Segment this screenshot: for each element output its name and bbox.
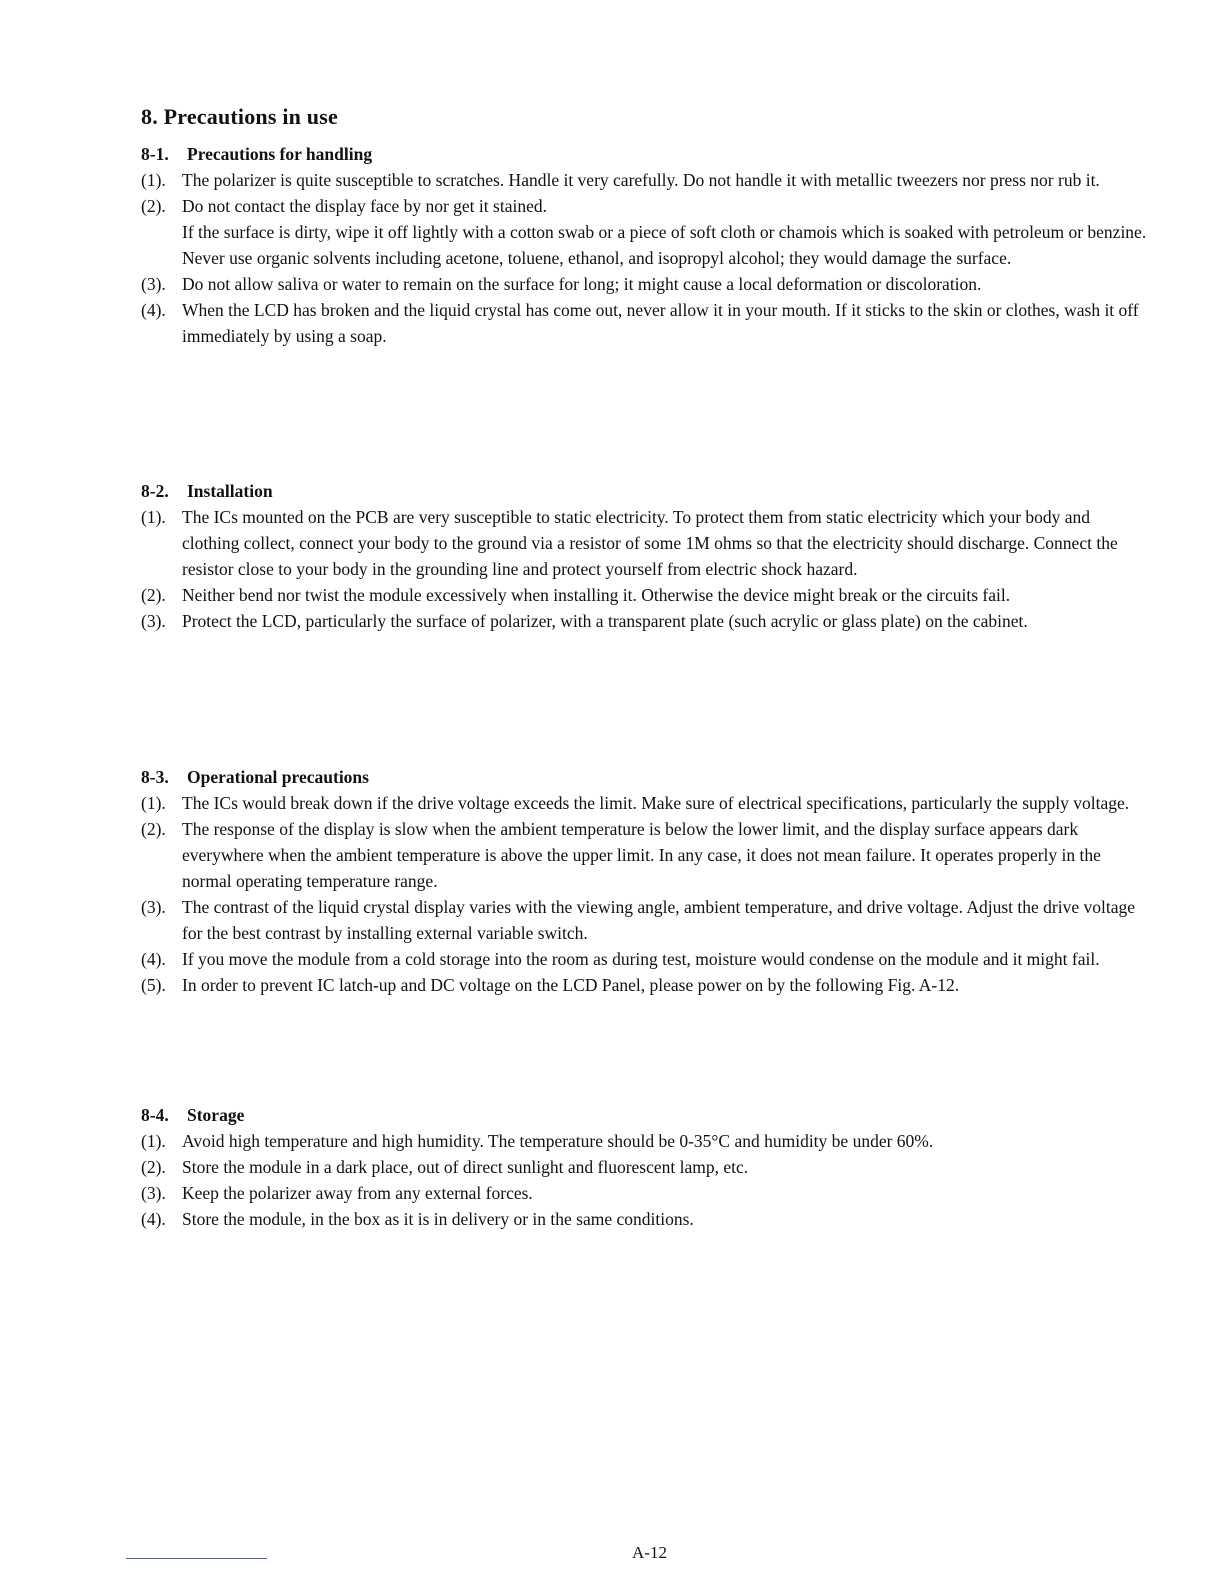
section-title: Installation xyxy=(187,481,273,501)
list-item xyxy=(141,167,1151,193)
list-marker: (3). xyxy=(141,611,166,631)
section-number: 8-4. xyxy=(141,1105,169,1125)
list-item-text: Avoid high temperature and high humidity. The temperature should be 0-35°C and humidity be under 60%. xyxy=(182,1131,934,1151)
list-item-text: Store the module in a dark place, out of direct sunlight and fluorescent lamp, etc. xyxy=(182,1157,749,1177)
list-item-text: The response of the display is slow when the ambient temperature is below the lower limit, and the display surface appears dark everywhere when the ambient temperature is above the upper limit. In any case, it does not mean failure. It operates properly in the normal operating temperature range. xyxy=(182,819,1101,891)
list-item-text: The contrast of the liquid crystal display varies with the viewing angle, ambient temperature, and drive voltage. Adjust the drive voltage for the best contrast by installing external variable switch. xyxy=(182,897,1135,943)
list-item-text: Protect the LCD, particularly the surface of polarizer, with a transparent plate (such acrylic or glass plate) on the cabinet. xyxy=(182,611,1028,631)
section-operational-precautions xyxy=(141,764,1151,998)
list-item-text: The ICs mounted on the PCB are very susceptible to static electricity. To protect them from static electricity which your body and clothing collect, connect your body to the ground via a resistor of some 1M ohms so that the electricity should discharge. Connect the resistor close to your body in the grounding line and protect yourself from electric shock hazard. xyxy=(182,507,1118,579)
section-number: 8-3. xyxy=(141,767,169,787)
list-marker: (3). xyxy=(141,1183,166,1203)
page-number: A-12 xyxy=(632,1543,667,1562)
list-marker: (2). xyxy=(141,1157,166,1177)
list-item xyxy=(141,1154,1151,1180)
list-item-text: Do not contact the display face by nor get it stained. xyxy=(182,196,547,216)
list-item xyxy=(141,1180,1151,1206)
section-heading xyxy=(141,1102,1151,1128)
section-number: 8-2. xyxy=(141,481,169,501)
list-marker: (1). xyxy=(141,1131,166,1151)
section-title: Precautions for handling xyxy=(187,144,373,164)
list-marker: (1). xyxy=(141,793,166,813)
section-installation xyxy=(141,478,1151,634)
list-item xyxy=(141,1206,1151,1232)
list-item xyxy=(141,894,1151,946)
list-item xyxy=(141,790,1151,816)
section-storage xyxy=(141,1102,1151,1232)
list-item-text: In order to prevent IC latch-up and DC voltage on the LCD Panel, please power on by the following Fig. A-12. xyxy=(182,975,960,995)
section-title: Operational precautions xyxy=(187,767,369,787)
list-item xyxy=(141,297,1151,349)
list-item-text: When the LCD has broken and the liquid crystal has come out, never allow it in your mouth. If it sticks to the skin or clothes, wash it off immediately by using a soap. xyxy=(182,300,1139,346)
list-item xyxy=(141,946,1151,972)
list-item xyxy=(141,608,1151,634)
section-heading xyxy=(141,141,1151,167)
list-marker: (4). xyxy=(141,1209,166,1229)
list-item-text: Keep the polarizer away from any external forces. xyxy=(182,1183,533,1203)
list-marker: (3). xyxy=(141,274,166,294)
list-item-text: If you move the module from a cold storage into the room as during test, moisture would condense on the module and it might fail. xyxy=(182,949,1100,969)
list-marker: (1). xyxy=(141,170,166,190)
list-marker: (3). xyxy=(141,897,166,917)
section-number: 8-1. xyxy=(141,144,169,164)
section-handling xyxy=(141,141,1151,349)
page-title xyxy=(141,104,338,130)
list-item-text: The polarizer is quite susceptible to scratches. Handle it very carefully. Do not handle it with metallic tweezers nor press nor rub it. xyxy=(182,170,1100,190)
list-item xyxy=(141,271,1151,297)
list-item-text: Do not allow saliva or water to remain on the surface for long; it might cause a local deformation or discoloration. xyxy=(182,274,982,294)
list-marker: (2). xyxy=(141,819,166,839)
list-item-text: Neither bend nor twist the module excessively when installing it. Otherwise the device might break or the circuits fail. xyxy=(182,585,1011,605)
list-item xyxy=(141,193,1151,271)
section-title: Storage xyxy=(187,1105,245,1125)
list-item xyxy=(141,816,1151,894)
list-item-text: The ICs would break down if the drive voltage exceeds the limit. Make sure of electrical specifications, particularly the supply voltage. xyxy=(182,793,1130,813)
list-item-text: Store the module, in the box as it is in delivery or in the same conditions. xyxy=(182,1209,694,1229)
list-marker: (2). xyxy=(141,196,166,216)
list-item xyxy=(141,582,1151,608)
list-marker: (2). xyxy=(141,585,166,605)
footer-rule xyxy=(126,1558,267,1559)
page-title-text: Precautions in use xyxy=(163,104,338,129)
list-item-text: If the surface is dirty, wipe it off lightly with a cotton swab or a piece of soft cloth or chamois which is soaked with petroleum or benzine. Never use organic solvents including acetone, toluene, ethanol, and isopropyl alcohol; they would damage the surface. xyxy=(182,222,1147,268)
list-marker: (4). xyxy=(141,300,166,320)
list-marker: (1). xyxy=(141,507,166,527)
section-heading xyxy=(141,764,1151,790)
list-marker: (5). xyxy=(141,975,166,995)
list-item xyxy=(141,1128,1151,1154)
page-title-number: 8. xyxy=(141,104,158,129)
list-item xyxy=(141,972,1151,998)
list-item xyxy=(141,504,1151,582)
section-heading xyxy=(141,478,1151,504)
list-marker: (4). xyxy=(141,949,166,969)
